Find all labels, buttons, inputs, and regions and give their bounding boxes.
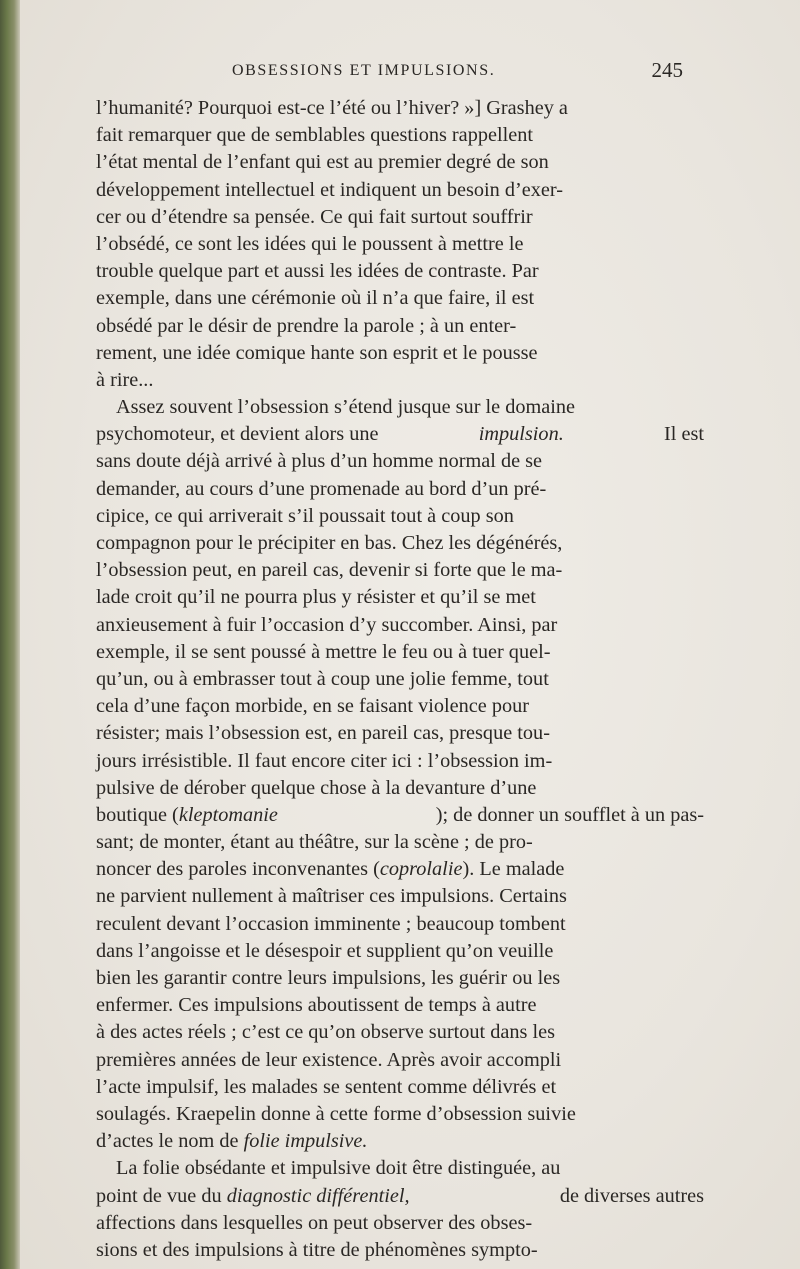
italic-term: diagnostic différentiel, xyxy=(226,1184,410,1207)
running-title: OBSESSIONS ET IMPULSIONS. xyxy=(232,62,496,79)
text-line: affections dans lesquelles on peut observer des obses- xyxy=(96,1211,533,1234)
text-line: trouble quelque part et aussi les idées de contraste. Par xyxy=(96,260,539,283)
text-line: développement intellectuel et indiquent un besoin d’exer- xyxy=(96,178,564,201)
text-line: bien les garantir contre leurs impulsions, les guérir ou les xyxy=(96,967,561,989)
text-line: à rire... xyxy=(96,368,154,391)
text-line: obsédé par le désir de prendre la parole ; à un enter- xyxy=(96,314,517,337)
text-line: l’état mental de l’enfant qui est au premier degré de son xyxy=(96,151,549,174)
text-line: point de vue du diagnostic différentiel, de diverses autres xyxy=(96,1184,704,1207)
text-line: sans doute déjà arrivé à plus d’un homme normal de se xyxy=(96,450,543,473)
text-line: pulsive de dérober quelque chose à la devanture d’une xyxy=(96,776,537,799)
text-line: demander, au cours d’une promenade au bord d’un pré- xyxy=(96,477,547,500)
italic-term: coprolalie xyxy=(379,858,463,881)
italic-term: impulsion. xyxy=(478,423,564,446)
text-line: l’obsédé, ce sont les idées qui le poussent à mettre le xyxy=(96,232,524,255)
italic-term: kleptomanie xyxy=(178,803,278,826)
text-line: psychomoteur, et devient alors une impulsion. Il est xyxy=(96,421,704,448)
text-line: fait remarquer que de semblables questions rappellent xyxy=(96,124,534,147)
text-line: l’acte impulsif, les malades se sentent comme délivrés et xyxy=(96,1075,557,1098)
text-line: cer ou d’étendre sa pensée. Ce qui fait surtout souffrir xyxy=(96,205,533,228)
text-line: sant; de monter, étant au théâtre, sur la scène ; de pro- xyxy=(96,831,533,854)
text-line: résister; mais l’obsession est, en pareil cas, presque tou- xyxy=(96,722,550,745)
text-line: d’actes le nom de folie impulsive. xyxy=(96,1128,704,1155)
text-line: anxieusement à fuir l’occasion d’y succomber. Ainsi, par xyxy=(96,613,558,636)
text-line: noncer des paroles inconvenantes (coprolalie). Le malade xyxy=(96,858,565,881)
text-line: rement, une idée comique hante son esprit et le pousse xyxy=(96,341,538,364)
text-line: jours irrésistible. Il faut encore citer ici : l’obsession im- xyxy=(96,749,553,772)
text-line: lade croit qu’il ne pourra plus y résister et qu’il se met xyxy=(96,586,536,609)
text-line: dans l’angoisse et le désespoir et supplient qu’on veuille xyxy=(96,939,554,962)
paragraph-start-line: La folie obsédante et impulsive doit être distinguée, au xyxy=(116,1157,561,1180)
text-line: ne parvient nullement à maîtriser ces impulsions. Certains xyxy=(96,885,567,908)
text-line: cipice, ce qui arriverait s’il poussait tout à coup son xyxy=(96,504,514,527)
text-line: à des actes réels ; c’est ce qu’on observe surtout dans les xyxy=(96,1021,555,1044)
text-line: sions et des impulsions à titre de phénomènes sympto- xyxy=(96,1238,538,1261)
text-line: compagnon pour le précipiter en bas. Chez les dégénérés, xyxy=(96,532,563,554)
body-text xyxy=(96,95,704,1264)
text-line: premières années de leur existence. Après avoir accompli xyxy=(96,1048,562,1071)
text-line: exemple, dans une cérémonie où il n’a que faire, il est xyxy=(96,287,535,310)
text-line: boutique (kleptomanie ); de donner un soufflet à un pas- xyxy=(96,803,704,826)
book-binding-edge xyxy=(0,0,20,1269)
paragraph-start-line: Assez souvent l’obsession s’étend jusque sur le domaine xyxy=(116,396,576,419)
page-number: 245 xyxy=(651,58,683,82)
italic-term: folie impulsive. xyxy=(243,1130,368,1153)
book-page xyxy=(20,0,800,1269)
text-line: exemple, il se sent poussé à mettre le feu ou à tuer quel- xyxy=(96,640,551,663)
text-line: cela d’une façon morbide, en se faisant violence pour xyxy=(96,695,530,718)
text-line: soulagés. Kraepelin donne à cette forme d’obsession suivie xyxy=(96,1102,576,1125)
text-line: qu’un, ou à embrasser tout à coup une jolie femme, tout xyxy=(96,667,549,690)
text-line: reculent devant l’occasion imminente ; beaucoup tombent xyxy=(96,912,566,935)
text-line: enfermer. Ces impulsions aboutissent de temps à autre xyxy=(96,994,537,1017)
text-line: l’humanité? Pourquoi est-ce l’été ou l’hiver? »] Grashey a xyxy=(96,97,568,119)
running-header xyxy=(232,58,683,82)
text-line: l’obsession peut, en pareil cas, devenir si forte que le ma- xyxy=(96,559,563,582)
